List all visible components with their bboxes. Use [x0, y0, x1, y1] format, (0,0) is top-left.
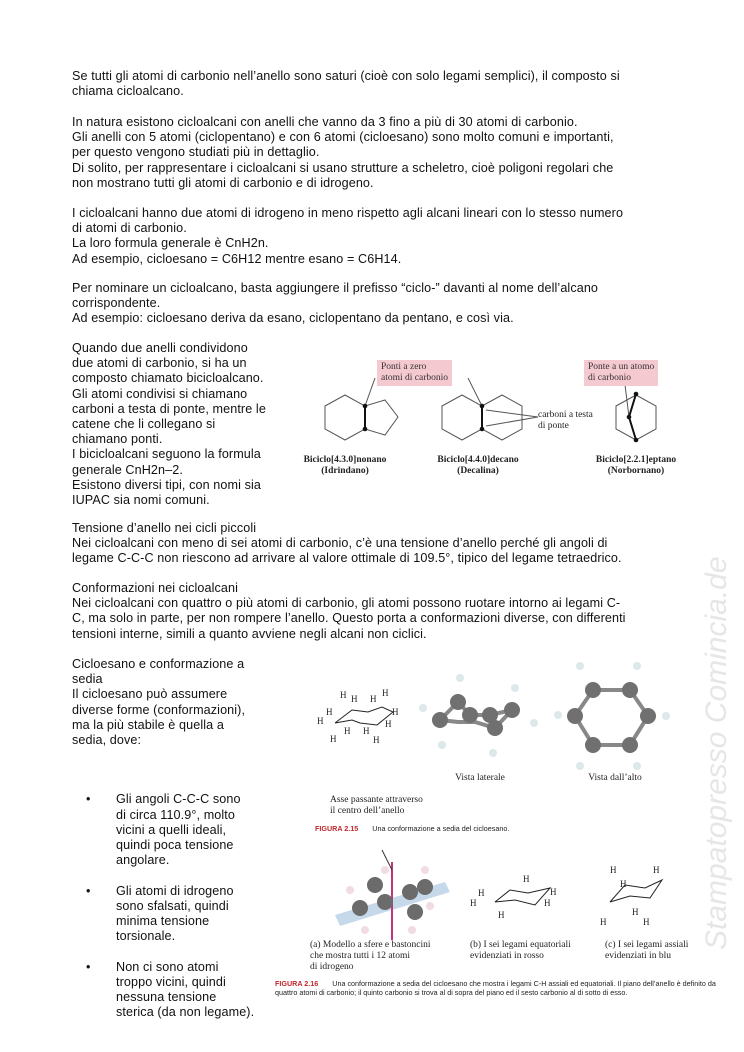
svg-text:H: H	[470, 898, 477, 908]
chair-models	[280, 650, 740, 780]
svg-text:H: H	[632, 907, 639, 917]
label-ring-axis: Asse passante attraverso il centro dell’anello	[330, 795, 423, 816]
figure-number: FIGURA 2.16	[275, 979, 319, 988]
label-axial: (c) I sei legami assiali evidenziati in blu	[605, 940, 689, 961]
caption-text: Una conformazione a sedia del cicloesano che mostra i legami C-H assiali ed equatoriali. Il piano dell’anello è definito da quattro atomi di carbonio; il quinto carbonio si trova al di sopra del piano ed il sesto carbonio al di sotto di esso.	[275, 979, 716, 997]
figure-2-16	[270, 840, 740, 1000]
bullet-item: • Gli angoli C-C-C sono di circa 110.9°, molto vicini a quelli ideali, quindi poca tensione angolare.	[72, 792, 272, 868]
caption-text: Una conformazione a sedia del cicloesano.	[372, 824, 510, 833]
chair-bonds-models	[270, 840, 740, 940]
paragraph-intro: Se tutti gli atomi di carbonio nell’anello sono saturi (cioè con solo legami semplici), il composto si chiama cicloalcano.	[72, 69, 620, 99]
bicyclo-structures	[280, 350, 740, 500]
label-side-view: Vista laterale	[455, 773, 505, 783]
paragraph-ring-strain: Tensione d’anello nei cicli piccoli Nei cicloalcani con meno di sei atomi di carbonio, c’è una tensione d’anello perché gli angoli di legame C-C-C non riescono ad arrivare al valore ottimale di 109.5°, tipico del legame tetraedrico.	[72, 521, 622, 566]
svg-text:H: H	[620, 879, 627, 889]
name-decalina: Biciclo[4.4.0]decano (Decalina)	[437, 455, 519, 476]
label-top-view: Vista dall’alto	[588, 773, 642, 783]
svg-text:H: H	[370, 694, 377, 704]
svg-text:H: H	[363, 726, 370, 736]
callout-one-atom-bridge: Ponte a un atomo di carbonio	[584, 360, 658, 386]
svg-text:H: H	[498, 910, 505, 920]
label-equatorial: (b) I sei legami equatoriali evidenziati in rosso	[470, 940, 571, 961]
svg-text:H: H	[351, 694, 358, 704]
figure-2-15	[280, 650, 740, 840]
svg-text:H: H	[610, 865, 617, 875]
callout-bridgehead: carboni a testa di ponte	[538, 410, 593, 431]
figure-bicyclo	[280, 350, 740, 500]
svg-text:H: H	[340, 690, 347, 700]
name-idrindano: Biciclo[4.3.0]nonano (Idrindano)	[303, 455, 387, 476]
svg-text:H: H	[373, 735, 380, 745]
svg-text:H: H	[550, 887, 557, 897]
paragraph-chair: Cicloesano e conformazione a sedia Il cicloesano può assumere diverse forme (conformazioni), ma la più stabile è quella a sedia, dove:	[72, 657, 246, 748]
svg-text:H: H	[544, 898, 551, 908]
svg-text:H: H	[385, 719, 392, 729]
name-norbornano: Biciclo[2.2.1]eptano (Norbornano)	[595, 455, 677, 476]
svg-text:H: H	[653, 865, 660, 875]
figure-number: FIGURA 2.15	[315, 824, 359, 833]
svg-text:H: H	[317, 716, 324, 726]
bullet-list	[72, 762, 272, 1051]
svg-text:H: H	[392, 707, 399, 717]
svg-text:H: H	[326, 707, 333, 717]
svg-text:H: H	[382, 688, 389, 698]
callout-zero-bridge: Ponti a zero atomi di carbonio	[377, 360, 452, 386]
svg-text:H: H	[600, 917, 607, 927]
label-ball-stick: (a) Modello a sfere e bastoncini che mostra tutti i 12 atomi di idrogeno	[310, 940, 431, 972]
paragraph-bicyclo: Quando due anelli condividono due atomi di carbonio, si ha un composto chiamato bicicloalcano. Gli atomi condivisi si chiamano carboni a testa di ponte, mentre le catene che li collegano si chiamano ponti. I bicicloalcani seguono la formula generale CnH2n–2. Esistono diversi tipi, con nomi sia IUPAC sia nomi comuni.	[72, 341, 266, 508]
bullet-item: • Gli atomi di idrogeno sono sfalsati, quindi minima tensione torsionale.	[72, 884, 272, 945]
svg-text:H: H	[478, 888, 485, 898]
svg-text:H: H	[330, 734, 337, 744]
paragraph-ring-sizes: In natura esistono cicloalcani con anelli che vanno da 3 fino a più di 30 atomi di carbonio. Gli anelli con 5 atomi (ciclopentano) e con 6 atomi (cicloesano) sono molto comuni e importanti, per questo vengono studiati più in dettaglio. Di solito, per rappresentare i cicloalcani si usano strutture a scheletro, cioè poligoni regolari che non mostrano tutti gli atomi di carbonio e di idrogeno.	[72, 115, 614, 190]
bullet-item: • Non ci sono atomi troppo vicini, quindi nessuna tensione sterica (da non legame).	[72, 960, 272, 1021]
svg-text:H: H	[344, 726, 351, 736]
paragraph-formula: I cicloalcani hanno due atomi di idrogeno in meno rispetto agli alcani lineari con lo stesso numero di atomi di carbonio. La loro formula generale è CnH2n. Ad esempio, cicloesano = C6H12 mentre esano = C6H14.	[72, 206, 624, 266]
figure-2-15-caption	[315, 824, 509, 833]
svg-text:H: H	[523, 874, 530, 884]
paragraph-naming: Per nominare un cicloalcano, basta aggiungere il prefisso “ciclo-” davanti al nome dell’alcano corrispondente. Ad esempio: cicloesano deriva da esano, ciclopentano da pentano, e così via.	[72, 281, 599, 326]
figure-2-16-caption	[275, 979, 735, 997]
paragraph-conformations: Conformazioni nei cicloalcani Nei cicloalcani con quattro o più atomi di carbonio, gli atomi possono ruotare intorno ai legami C- C, ma solo in parte, per non rompere l’anello. Questo porta a conformazioni diverse, con differenti tensioni interne, simili a quanto avviene negli alcani non ciclici.	[72, 581, 626, 641]
svg-text:H: H	[643, 917, 650, 927]
watermark: Stampatopresso Comincia.de	[700, 556, 733, 950]
